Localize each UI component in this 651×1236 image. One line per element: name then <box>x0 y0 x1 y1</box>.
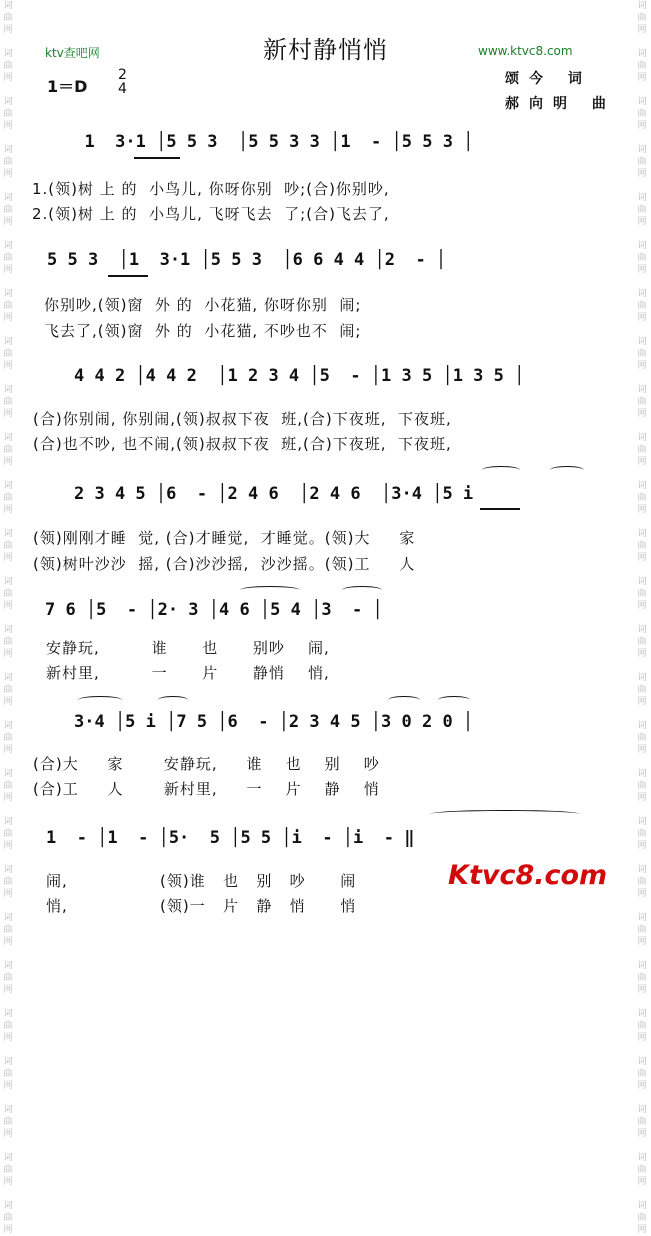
notes-line-1: 1 3·1 │5 5 3 │5 5 3 3 │1 - │5 5 3 │ <box>64 132 474 152</box>
side-watermark-right: 词 曲 网 词 曲 网 词 曲 网 词 曲 网 词 曲 网 词 曲 网 词 曲 网 词 曲 网 词 曲 网 词 曲 网 词 曲 网 词 曲 网 词 曲 网 词 曲 网 词 曲 网 词 曲 网 词 曲 网 词 曲 网 词 曲 网 词 曲 网 词 曲 网 词 曲 网 词 曲 网 词 曲 网 词 曲 网 词 曲 网 <box>637 1 647 1235</box>
notes-line-7: 1 - │1 - │5· 5 │5 5 │i - │i - ‖ <box>46 828 415 848</box>
notes-line-5: 7 6 │5 - │2· 3 │4 6 │5 4 │3 - │ <box>45 600 383 620</box>
lyrics-line-3b: (合)也不吵, 也不闹,(领)叔叔下夜 班,(合)下夜班, 下夜班, <box>33 435 452 453</box>
lyricist-credit: 颂今 词 <box>505 71 592 87</box>
slur <box>482 466 520 474</box>
lyrics-line-5b: 新村里, 一 片 静悄 悄, <box>46 664 330 682</box>
slur <box>388 696 420 704</box>
beam <box>108 275 148 277</box>
lyrics-line-4a: (领)刚刚才睡 觉, (合)才睡觉, 才睡觉。(领)大 家 <box>33 529 416 547</box>
logo-k: K <box>448 860 469 891</box>
notes-line-4: 2 3 4 5 │6 - │2 4 6 │2 4 6 │3·4 │5 i <box>74 484 474 504</box>
ktvc8-logo <box>448 860 607 891</box>
notes-line-6: 3·4 │5 i │7 5 │6 - │2 3 4 5 │3 0 2 0 │ <box>74 712 474 732</box>
beam <box>480 508 520 510</box>
time-top: 2 <box>118 67 127 83</box>
lyrics-line-1a: 1.(领)树 上 的 小鸟儿, 你呀你别 吵;(合)你别吵, <box>32 180 390 198</box>
time-signature <box>118 68 127 96</box>
beam <box>134 157 180 159</box>
lyrics-line-5a: 安静玩, 谁 也 别吵 闹, <box>46 639 330 657</box>
site-url-right: www.ktvc8.com <box>478 44 573 58</box>
time-bottom: 4 <box>118 81 127 97</box>
lyrics-line-7b: 悄, (领)一 片 静 悄 悄 <box>46 897 357 915</box>
lyrics-line-3a: (合)你别闹, 你别闹,(领)叔叔下夜 班,(合)下夜班, 下夜班, <box>33 410 452 428</box>
lyrics-line-6b: (合)工 人 新村里, 一 片 静 悄 <box>33 780 380 798</box>
lyrics-line-1b: 2.(领)树 上 的 小鸟儿, 飞呀飞去 了;(合)飞去了, <box>32 205 390 223</box>
slur <box>158 696 188 704</box>
side-watermark-left: 词 曲 网 词 曲 网 词 曲 网 词 曲 网 词 曲 网 词 曲 网 词 曲 网 词 曲 网 词 曲 网 词 曲 网 词 曲 网 词 曲 网 词 曲 网 词 曲 网 词 曲 网 词 曲 网 词 曲 网 词 曲 网 词 曲 网 词 曲 网 词 曲 网 词 曲 网 词 曲 网 词 曲 网 词 曲 网 词 曲 网 <box>3 1 13 1235</box>
logo-rest: tvc8.com <box>468 860 608 891</box>
song-title: 新村静悄悄 <box>263 36 388 64</box>
site-name-left: ktv查吧网 <box>45 46 100 60</box>
lyrics-line-6a: (合)大 家 安静玩, 谁 也 别 吵 <box>33 755 380 773</box>
composer-credit: 郝向明 曲 <box>505 96 616 112</box>
slur <box>438 696 470 704</box>
slur <box>342 586 382 594</box>
lyrics-line-4b: (领)树叶沙沙 摇, (合)沙沙摇, 沙沙摇。(领)工 人 <box>33 555 416 573</box>
lyrics-line-7a: 闹, (领)谁 也 别 吵 闹 <box>46 872 357 890</box>
lyrics-line-2b: 飞去了,(领)窗 外 的 小花猫, 不吵也不 闹; <box>44 322 362 340</box>
notes-line-2: 5 5 3 │1 3·1 │5 5 3 │6 6 4 4 │2 - │ <box>47 250 447 270</box>
slur <box>78 696 122 704</box>
lyrics-line-2a: 你别吵,(领)窗 外 的 小花猫, 你呀你别 闹; <box>44 296 362 314</box>
notes-line-3: 4 4 2 │4 4 2 │1 2 3 4 │5 - │1 3 5 │1 3 5 │ <box>74 366 525 386</box>
key-signature: 1＝D <box>47 77 88 96</box>
slur <box>240 586 300 594</box>
slur <box>550 466 584 474</box>
slur <box>430 810 580 818</box>
